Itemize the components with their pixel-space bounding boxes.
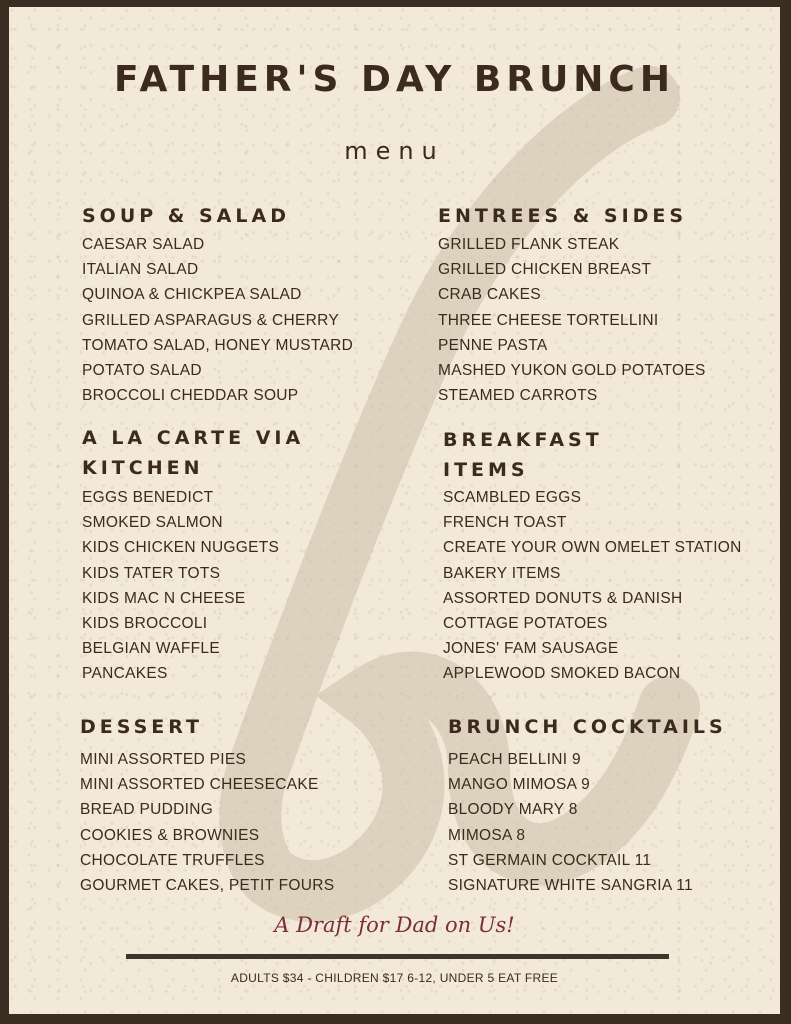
- menu-item: KIDS MAC N CHEESE: [82, 589, 246, 607]
- menu-item: KIDS BROCCOLI: [82, 615, 208, 633]
- section-brunch-cocktails: [448, 713, 727, 898]
- menu-item: MASHED YUKON GOLD POTATOES: [438, 362, 706, 380]
- section-a-la-carte: [82, 424, 304, 687]
- menu-item: ST GERMAIN COCKTAIL 11: [448, 851, 652, 869]
- menu-item: POTATO SALAD: [82, 362, 202, 380]
- section-breakfast-items: [443, 426, 742, 687]
- section-heading: SOUP & SALAD: [82, 205, 290, 227]
- menu-item: MINI ASSORTED CHEESECAKE: [80, 776, 319, 794]
- menu-item: ITALIAN SALAD: [82, 261, 199, 279]
- menu-item: MANGO MIMOSA 9: [448, 776, 590, 794]
- page-title: FATHER'S DAY BRUNCH: [114, 59, 675, 100]
- menu-item: BELGIAN WAFFLE: [82, 640, 220, 658]
- menu-item: STEAMED CARROTS: [438, 387, 598, 405]
- menu-item: BLOODY MARY 8: [448, 801, 578, 819]
- section-heading: ENTREES & SIDES: [438, 205, 688, 227]
- menu-item: THREE CHEESE TORTELLINI: [438, 311, 659, 329]
- section-heading: BRUNCH COCKTAILS: [448, 716, 727, 738]
- menu-item: SIGNATURE WHITE SANGRIA 11: [448, 877, 693, 895]
- menu-item: ASSORTED DONUTS & DANISH: [443, 589, 683, 607]
- menu-item: KIDS CHICKEN NUGGETS: [82, 539, 280, 557]
- menu-item: GRILLED FLANK STEAK: [438, 236, 620, 253]
- menu-item: CHOCOLATE TRUFFLES: [80, 851, 265, 869]
- section-entrees-sides: [438, 202, 706, 408]
- menu-item: MINI ASSORTED PIES: [80, 751, 247, 768]
- menu-item: COOKIES & BROWNIES: [80, 826, 260, 844]
- menu-item: GRILLED ASPARAGUS & CHERRY: [82, 311, 340, 329]
- section-heading-line-1: A LA CARTE VIA: [82, 427, 305, 449]
- pricing-footer: ADULTS $34 - CHILDREN $17 6-12, UNDER 5 EAT FREE: [230, 971, 559, 985]
- menu-item: CRAB CAKES: [438, 286, 541, 304]
- menu-item: PENNE PASTA: [438, 336, 548, 354]
- menu-subtitle: menu: [344, 137, 445, 165]
- menu-page: [9, 7, 780, 1014]
- menu-item: COTTAGE POTATOES: [443, 615, 608, 633]
- menu-item: GRILLED CHICKEN BREAST: [438, 261, 652, 279]
- menu-item: EGGS BENEDICT: [82, 489, 214, 506]
- menu-item: MIMOSA 8: [448, 826, 526, 844]
- divider: [126, 954, 669, 959]
- menu-item: PANCAKES: [82, 665, 168, 683]
- menu-item: QUINOA & CHICKPEA SALAD: [82, 286, 302, 304]
- menu-item: BAKERY ITEMS: [443, 564, 561, 582]
- menu-item: TOMATO SALAD, HONEY MUSTARD: [82, 336, 354, 354]
- section-heading: DESSERT: [80, 716, 203, 738]
- section-heading-line-2: ITEMS: [443, 459, 529, 481]
- menu-item: CAESAR SALAD: [82, 236, 205, 253]
- menu-item: SCAMBLED EGGS: [443, 489, 582, 506]
- section-heading-line-1: BREAKFAST: [443, 429, 603, 451]
- menu-item: CREATE YOUR OWN OMELET STATION: [443, 539, 742, 557]
- menu-item: SMOKED SALMON: [82, 514, 223, 532]
- menu-item: PEACH BELLINI 9: [448, 751, 581, 768]
- menu-item: GOURMET CAKES, PETIT FOURS: [80, 877, 335, 895]
- menu-item: KIDS TATER TOTS: [82, 564, 221, 582]
- section-dessert: [80, 713, 334, 898]
- section-heading-line-2: KITCHEN: [82, 457, 204, 479]
- promo-tagline: A Draft for Dad on Us!: [274, 913, 515, 937]
- menu-item: BROCCOLI CHEDDAR SOUP: [82, 387, 299, 405]
- menu-item: JONES' FAM SAUSAGE: [443, 640, 619, 658]
- menu-item: FRENCH TOAST: [443, 514, 567, 532]
- section-soup-salad: [82, 202, 353, 408]
- menu-item: APPLEWOOD SMOKED BACON: [443, 665, 681, 683]
- menu-item: BREAD PUDDING: [80, 801, 214, 819]
